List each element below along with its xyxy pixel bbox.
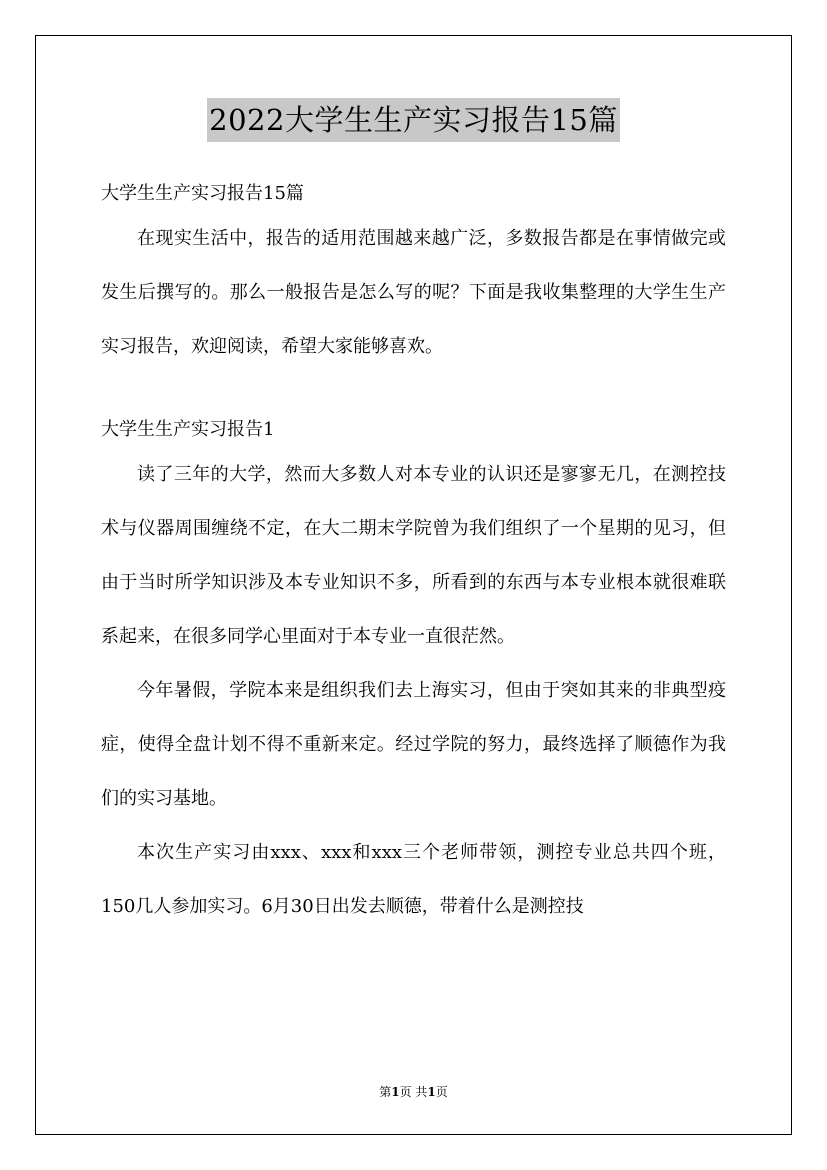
document-subtitle: 大学生生产实习报告15篇 <box>101 183 304 204</box>
document-body <box>101 176 726 934</box>
footer-page-total: 1 <box>427 1085 436 1099</box>
footer-middle: 页 共 <box>399 1085 428 1099</box>
footer-suffix: 页 <box>435 1085 448 1099</box>
body-paragraph: 读了三年的大学，然而大多数人对本专业的认识还是寥寥无几，在测控技术与仪器周围缠绕不定，在大二期末学院曾为我们组织了一个星期的见习，但由于当时所学知识涉及本专业知识不多，所看到的东西与本专业根本就很难联系起来，在很多同学心里面对于本专业一直很茫然。 <box>101 464 726 647</box>
footer-page-number: 1 <box>391 1085 400 1099</box>
footer-prefix: 第 <box>379 1085 392 1099</box>
body-paragraph: 今年暑假，学院本来是组织我们去上海实习，但由于突如其来的非典型疫症，使得全盘计划不得不重新来定。经过学院的努力，最终选择了顺德作为我们的实习基地。 <box>101 680 726 809</box>
document-title: 2022大学生生产实习报告15篇 <box>207 98 620 142</box>
intro-paragraph: 在现实生活中，报告的适用范围越来越广泛，多数报告都是在事情做完或发生后撰写的。那么一般报告是怎么写的呢？下面是我收集整理的大学生生产实习报告，欢迎阅读，希望大家能够喜欢。 <box>101 228 726 357</box>
section-heading: 大学生生产实习报告1 <box>101 419 275 440</box>
page-footer <box>0 1084 827 1100</box>
title-container <box>0 98 827 142</box>
body-paragraph: 本次生产实习由xxx、xxx和xxx三个老师带领，测控专业总共四个班，150几人参加实习。6月30日出发去顺德，带着什么是测控技 <box>101 842 726 917</box>
